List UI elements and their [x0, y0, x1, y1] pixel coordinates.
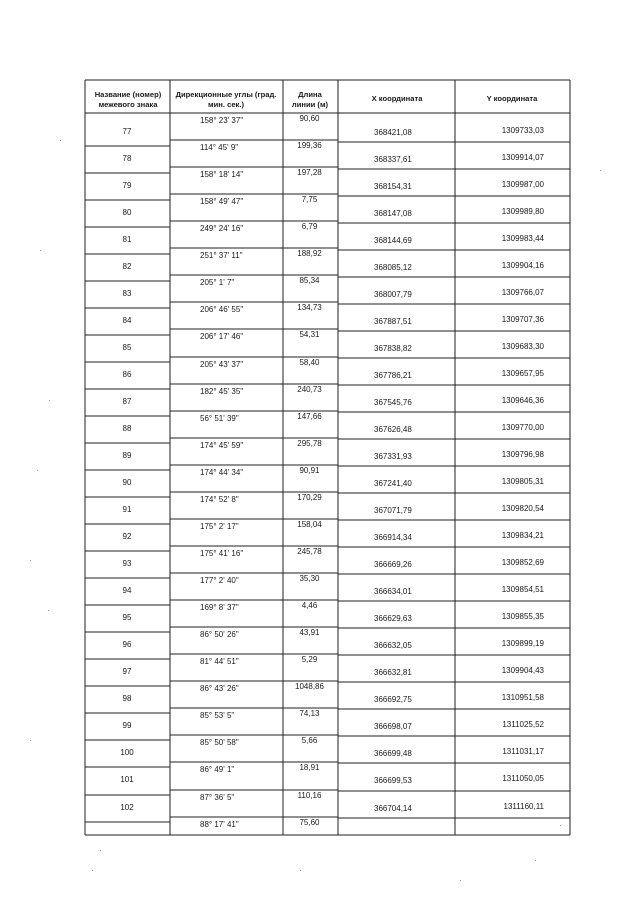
- direction-angle: 87° 36' 5": [200, 792, 235, 802]
- y-coordinate: 1309805,31: [501, 477, 544, 487]
- scan-speck: [460, 880, 461, 881]
- y-coordinate: 1311025,52: [502, 720, 544, 730]
- point-number: 85: [122, 343, 132, 353]
- y-coordinate: 1309987,00: [501, 180, 544, 190]
- line-length: 1048,86: [295, 682, 324, 692]
- direction-angle: 114° 45' 9": [200, 143, 239, 153]
- direction-angle: 85° 50' 58": [200, 738, 239, 748]
- point-number: 99: [122, 721, 132, 731]
- direction-angle: 249° 24' 16": [200, 224, 244, 234]
- scan-speck: [100, 850, 101, 851]
- x-coordinate: 367626,48: [374, 425, 412, 435]
- direction-angle: 175° 41' 16": [200, 548, 244, 558]
- scan-speck: [60, 140, 61, 141]
- line-length: 295,78: [297, 438, 322, 448]
- line-length: 4,46: [301, 601, 318, 611]
- direction-angle: 205° 1' 7": [200, 278, 235, 288]
- x-coordinate: 366629,63: [374, 614, 412, 624]
- x-coordinate: 366632,05: [374, 641, 412, 651]
- line-length: 43,91: [299, 628, 320, 638]
- scan-speck: [40, 250, 41, 251]
- header-x: X координата: [371, 94, 423, 103]
- scan-speck: [49, 400, 50, 401]
- direction-angle: 174° 44' 34": [200, 467, 244, 477]
- scan-speck: [30, 740, 31, 741]
- direction-angle: 174° 45' 59": [200, 440, 244, 450]
- x-coordinate: 366699,53: [374, 776, 412, 786]
- line-length: 58,40: [299, 357, 320, 367]
- line-length: 35,30: [299, 574, 320, 584]
- scan-speck: [560, 825, 561, 826]
- header-y: Y координата: [486, 94, 538, 103]
- point-number: 96: [122, 640, 132, 650]
- header-length: Длина линии (м): [291, 90, 329, 109]
- line-length: 158,04: [297, 519, 322, 529]
- x-coordinate: 367545,76: [374, 398, 412, 408]
- line-length: 170,29: [297, 492, 322, 502]
- direction-angle: 206° 46' 55": [200, 305, 244, 315]
- y-coordinate: 1309904,16: [501, 261, 544, 271]
- x-coordinate: 368144,69: [374, 236, 412, 246]
- point-number: 86: [122, 370, 132, 380]
- y-coordinate: 1309899,19: [501, 639, 544, 649]
- line-length: 54,31: [299, 330, 320, 340]
- point-number: 84: [122, 316, 132, 326]
- header-angle: Дирекционные углы (град. мин. сек.): [175, 90, 277, 109]
- y-coordinate: 1309854,51: [501, 585, 544, 595]
- x-coordinate: 367331,93: [374, 452, 412, 462]
- y-coordinate: 1309796,98: [501, 450, 544, 460]
- direction-angle: 205° 43' 37": [200, 359, 244, 369]
- y-coordinate: 1309820,54: [501, 504, 544, 514]
- point-number: 83: [122, 289, 132, 299]
- line-length: 74,13: [299, 709, 320, 719]
- line-length: 90,91: [299, 465, 320, 475]
- x-coordinate: 366669,26: [374, 560, 412, 570]
- y-coordinate: 1311031,17: [502, 747, 544, 757]
- y-coordinate: 1309914,07: [501, 153, 544, 163]
- y-coordinate: 1309646,36: [501, 396, 544, 406]
- header-name: Название (номер) межевого знака: [94, 90, 162, 109]
- y-coordinate: 1309770,00: [501, 423, 544, 433]
- direction-angle: 169° 8' 37": [200, 603, 239, 613]
- x-coordinate: 366704,14: [374, 803, 412, 813]
- x-coordinate: 367838,82: [374, 344, 412, 354]
- point-number: 81: [122, 235, 132, 245]
- direction-angle: 158° 18' 14": [200, 170, 244, 180]
- y-coordinate: 1310951,58: [501, 693, 544, 703]
- scan-speck: [37, 470, 38, 471]
- point-number: 90: [122, 478, 132, 488]
- line-length: 240,73: [297, 384, 322, 394]
- scan-speck: [48, 610, 49, 611]
- scan-speck: [300, 870, 301, 871]
- y-coordinate: 1309989,80: [501, 207, 544, 217]
- y-coordinate: 1309657,95: [501, 369, 544, 379]
- direction-angle: 88° 17' 41": [200, 819, 239, 829]
- point-number: 88: [122, 424, 132, 434]
- scan-speck: [600, 170, 601, 171]
- point-number: 101: [120, 775, 134, 785]
- line-length: 6,79: [301, 222, 318, 232]
- y-coordinate: 1309852,69: [501, 558, 544, 568]
- y-coordinate: 1309855,35: [501, 612, 544, 622]
- direction-angle: 158° 49' 47": [200, 197, 244, 207]
- point-number: 91: [122, 505, 132, 515]
- y-coordinate: 1309683,30: [501, 342, 544, 352]
- x-coordinate: 367887,51: [374, 317, 412, 327]
- direction-angle: 86° 43' 26": [200, 684, 239, 694]
- line-length: 199,36: [297, 141, 322, 151]
- line-length: 5,29: [301, 655, 318, 665]
- x-coordinate: 366634,01: [374, 587, 412, 597]
- x-coordinate: 368421,08: [374, 128, 412, 137]
- x-coordinate: 366632,81: [374, 668, 412, 678]
- y-coordinate: 1309707,36: [501, 315, 544, 325]
- line-length: 7,75: [301, 195, 318, 205]
- point-number: 93: [122, 559, 132, 569]
- point-number: 100: [120, 748, 134, 758]
- point-number: 79: [122, 181, 132, 191]
- point-number: 77: [122, 127, 132, 136]
- point-number: 97: [122, 667, 132, 677]
- direction-angle: 177° 2' 40": [200, 576, 239, 586]
- direction-angle: 158° 23' 37": [200, 116, 244, 125]
- point-number: 102: [120, 802, 134, 812]
- point-number: 98: [122, 694, 132, 704]
- x-coordinate: 368337,61: [374, 155, 412, 165]
- direction-angle: 182° 45' 35": [200, 386, 244, 396]
- direction-angle: 56° 51' 39": [200, 413, 239, 423]
- direction-angle: 174° 52' 8": [200, 494, 239, 504]
- direction-angle: 85° 53' 5": [200, 711, 235, 721]
- line-length: 18,91: [299, 763, 320, 773]
- scan-speck: [30, 560, 31, 561]
- line-length: 147,66: [297, 411, 322, 421]
- line-length: 134,73: [297, 303, 322, 313]
- x-coordinate: 366914,34: [374, 533, 412, 543]
- line-length: 188,92: [297, 249, 322, 259]
- direction-angle: 86° 49' 1": [200, 765, 235, 775]
- direction-angle: 251° 37' 11": [200, 251, 243, 261]
- line-length: 85,34: [299, 276, 320, 286]
- line-length: 110,16: [297, 790, 322, 800]
- point-number: 92: [122, 532, 132, 542]
- point-number: 89: [122, 451, 132, 461]
- direction-angle: 206° 17' 46": [200, 332, 244, 342]
- y-coordinate: 1309983,44: [501, 234, 544, 244]
- line-length: 197,28: [297, 168, 322, 178]
- x-coordinate: 366692,75: [374, 695, 412, 705]
- x-coordinate: 367071,79: [374, 506, 412, 516]
- y-coordinate: 1309904,43: [501, 666, 544, 676]
- point-number: 78: [122, 154, 132, 164]
- x-coordinate: 366698,07: [374, 722, 412, 732]
- line-length: 245,78: [297, 546, 322, 556]
- scan-speck: [535, 860, 536, 861]
- direction-angle: 86° 50' 26": [200, 630, 239, 640]
- y-coordinate: 1309834,21: [501, 531, 544, 541]
- y-coordinate: 1311160,11: [503, 801, 544, 811]
- point-number: 87: [122, 397, 132, 407]
- point-number: 82: [122, 262, 132, 272]
- direction-angle: 175° 2' 17": [200, 521, 239, 531]
- line-length: 5,66: [301, 736, 318, 746]
- x-coordinate: 367786,21: [374, 371, 412, 381]
- x-coordinate: 367241,40: [374, 479, 412, 489]
- x-coordinate: 368085,12: [374, 263, 412, 273]
- point-number: 95: [122, 613, 132, 623]
- x-coordinate: 368007,79: [374, 290, 412, 300]
- scan-speck: [92, 870, 93, 871]
- y-coordinate: 1309733,03: [501, 126, 544, 135]
- y-coordinate: 1311050,05: [502, 774, 544, 784]
- y-coordinate: 1309766,07: [501, 288, 544, 298]
- direction-angle: 81° 44' 51": [200, 657, 239, 667]
- point-number: 94: [122, 586, 132, 596]
- x-coordinate: 368147,08: [374, 209, 412, 219]
- line-length: 75,60: [299, 817, 320, 827]
- x-coordinate: 368154,31: [374, 182, 412, 192]
- point-number: 80: [122, 208, 132, 218]
- x-coordinate: 366699,48: [374, 749, 412, 759]
- line-length: 90,60: [299, 114, 320, 123]
